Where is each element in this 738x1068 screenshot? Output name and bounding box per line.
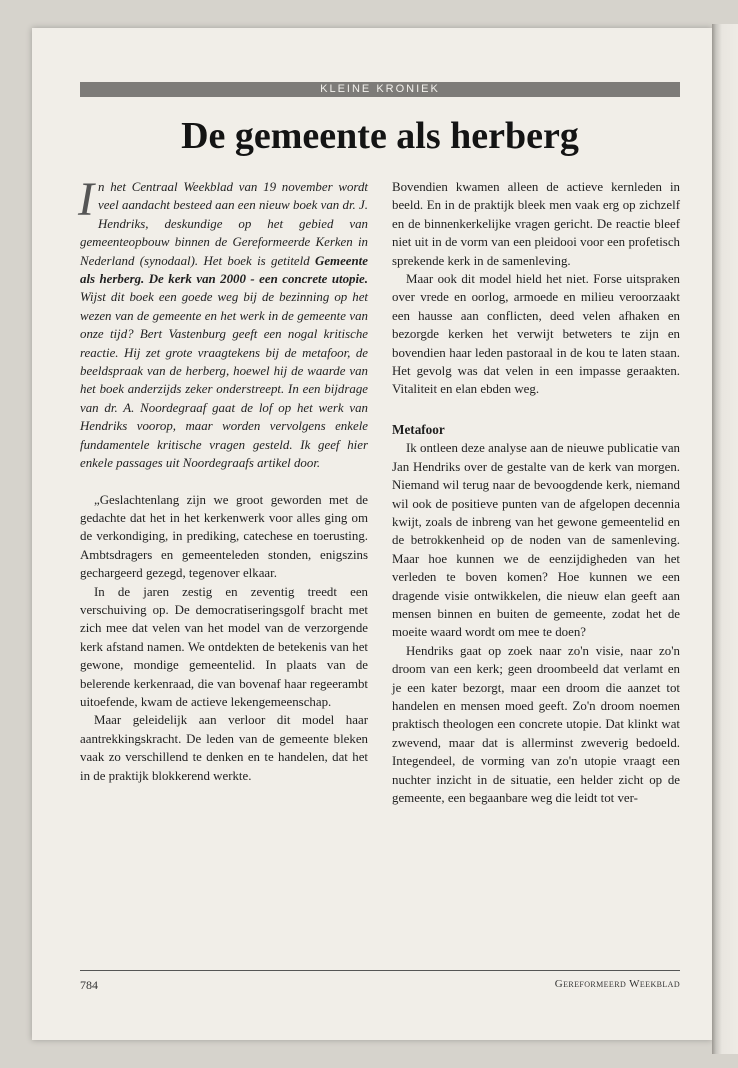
body-paragraph: Bovendien kwamen alleen de actieve kernleden in beeld. En in de praktijk bleek men vaak erg op zichzelf en de binnenkerkelijke vragen gericht. De reactie bleef niet uit in de vorm van een pleidooi voor een profetisch sprekende kerk in de samenleving. (392, 180, 680, 268)
section-header: KLEINE KRONIEK (80, 82, 680, 97)
body-paragraph: Hendriks gaat op zoek naar zo'n visie, naar zo'n droom van een kerk; geen droombeeld dat verlamt en je een kater bezorgt, maar een droom die aanzet tot handelen en mensen moed geeft. Zo'n droom noemen praktisch theologen een concrete utopie. Dat klinkt wat zwevend, maar dat is allerminst zweverig bedoeld. Integendeel, de vorming van zo'n utopie vraagt een nuchter inzicht in de situatie, een helder zicht op de gemeente, een begaanbare weg die leidt tot ver- (392, 643, 680, 805)
body-paragraph: In de jaren zestig en zeventig treedt een verschuiving op. De democratiseringsgolf bracht met zich mee dat velen van het model van de verzorgende kerk afstand namen. We ontdekten de betekenis van het gewone, mondige gemeentelid. In plaats van de belerende kerkenraad, die van bovenaf haar regeerambt uitoefende, kwam de actieve lekengemeenschap. (80, 584, 368, 709)
intro-text-2: Wijst dit boek een goede weg bij de bezinning op het wezen van de gemeente en het werk in de gemeente van onze tijd? Bert Vastenburg geeft een nogal kritische reactie. Hij zet grote vraagtekens bij de metafoor, de beeldspraak van de herberg, hoewel hij de waarde van het boek anderzijds zeker onderstreept. In een bijdrage van dr. A. Noordegraaf gaat de lof op het werk van Hendriks voorop, maar worden vervolgens enkele fundamentele kritische vragen gesteld. Ik geef hier enkele passages uit Noordegraafs artikel door. (80, 290, 368, 471)
section-subheading: Metafoor (392, 421, 445, 437)
book-title: Gemeente als herberg. De kerk van 2000 - een concrete utopie. (80, 253, 368, 287)
intro-text-1: n het Centraal Weekblad van 19 november wordt veel aandacht besteed aan een nieuw boek van dr. J. Hendriks, deskundige op het gebied van gemeenteopbouw binnen de Gereformeerde Kerken in Nederland (synodaal). Het boek is getiteld (80, 180, 368, 268)
footer-divider (80, 970, 680, 971)
paragraph-gap (80, 473, 368, 491)
body-paragraph: Maar ook dit model hield het niet. Forse uitspraken over vrede en oorlog, armoede en milieu veroorzaakt een hausse aan conflicten, deed velen afhaken en bezorgde kerken het verwijt betweters te zijn en bovendien haar leden pastoraal in de kou te laten staan. Het gevolg was dat velen in een impasse geraakten. Vitaliteit en elan ebden weg. (392, 272, 680, 397)
body-paragraph: „Geslachtenlang zijn we groot geworden met de gedachte dat het in het kerkenwerk voor alles ging om de verkondiging, in prediking, catechese en toerusting. Ambtsdragers en gemeenteleden stonden, enigszins gechargeerd gezegd, tegenover elkaar. (80, 492, 368, 581)
left-column (78, 173, 368, 785)
drop-cap: I (78, 173, 94, 226)
body-paragraph: Maar geleidelijk aan verloor dit model haar aantrekkingskracht. De leden van de gemeente bleken vaak zo verschillend te denken en te handelen, dat het in de praktijk blokkerend werkte. (80, 713, 368, 783)
article-title: De gemeente als herberg (181, 115, 579, 157)
next-page-edge (712, 24, 738, 1054)
magazine-name: Gereformeerd Weekblad (554, 978, 680, 990)
right-column (392, 178, 680, 807)
intro-paragraph (78, 173, 368, 473)
body-paragraph: Ik ontleen deze analyse aan de nieuwe publicatie van Jan Hendriks over de gestalte van de kerk van morgen. Niemand wil terug naar de bevoogdende kerk, niemand wil ook de positieve punten van de afgelopen decennia kwijt, zoals de inbreng van het gewone gemeentelid en de betrokkenheid op de noden van de samenleving. Maar hoe kunnen we de eenzijdigheden van het verleden te boven komen? Hoe kunnen we een dragende visie ontwikkelen, die nieuw elan geeft aan mensen binnen en buiten de gemeente, zodat het de moeite waard wordt om mee te doen? (392, 441, 680, 640)
page-number: 784 (80, 978, 98, 992)
heading-gap (392, 399, 680, 421)
